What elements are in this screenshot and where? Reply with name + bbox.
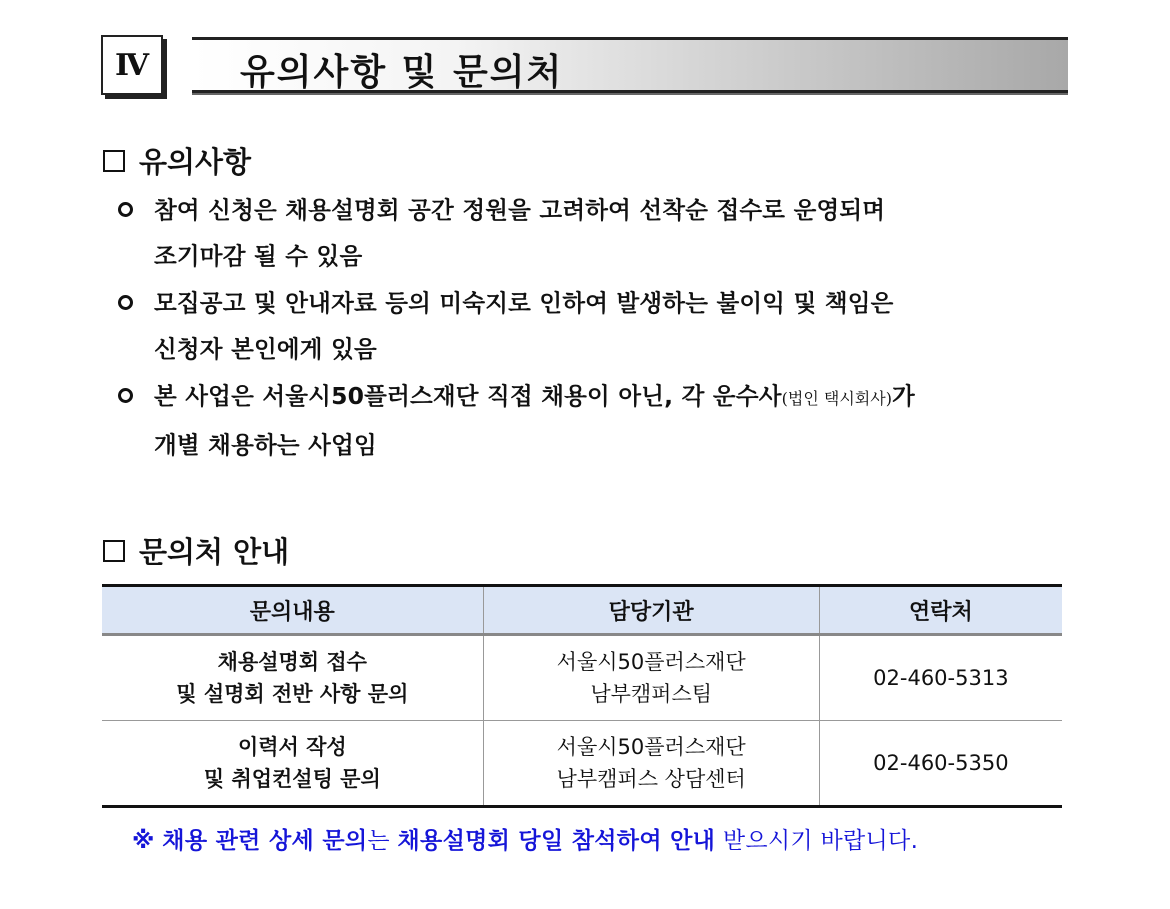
column-header: 담당기관 — [483, 586, 819, 635]
note-bullet-1 — [118, 187, 1078, 279]
table-row — [102, 635, 1062, 721]
org-cell — [483, 635, 819, 721]
note-line: 개별 채용하는 사업임 — [154, 431, 377, 459]
note-bullet-2 — [118, 280, 1078, 372]
note-line: 신청자 본인에게 있음 — [154, 335, 377, 363]
notes-heading-text: 유의사항 — [139, 145, 252, 179]
footnote-text: 는 — [367, 828, 390, 854]
org-line: 남부캠퍼스 상담센터 — [556, 767, 746, 791]
note-line — [118, 373, 1078, 422]
reference-mark-icon: ※ — [132, 828, 155, 854]
circle-bullet-icon — [118, 295, 133, 310]
table-row — [102, 721, 1062, 807]
section-number-box — [101, 35, 163, 95]
topic-line: 및 설명회 전반 사항 문의 — [176, 682, 409, 706]
topic-cell — [102, 635, 483, 721]
column-header: 문의내용 — [102, 586, 483, 635]
checkbox-icon — [103, 540, 125, 562]
circle-bullet-icon — [118, 388, 133, 403]
note-line: 조기마감 될 수 있음 — [154, 242, 363, 270]
topic-cell — [102, 721, 483, 807]
org-cell — [483, 721, 819, 807]
page-title: 유의사항 및 문의처 — [240, 52, 564, 93]
section-number: Ⅳ — [114, 47, 150, 83]
notes-heading — [103, 140, 251, 181]
topic-line: 이력서 작성 — [237, 735, 347, 759]
column-header: 연락처 — [819, 586, 1062, 635]
checkbox-icon — [103, 150, 125, 172]
phone-cell: 02-460-5350 — [819, 721, 1062, 807]
note-text: 가 — [891, 382, 915, 410]
footnote — [132, 822, 918, 855]
footnote-text: 받으시기 바랍니다. — [722, 828, 919, 854]
note-line: 참여 신청은 채용설명회 공간 정원을 고려하여 선착순 접수로 운영되며 — [154, 196, 886, 224]
note-bullet-3 — [118, 373, 1078, 468]
topic-line: 채용설명회 접수 — [217, 650, 367, 674]
contact-heading — [103, 530, 289, 571]
contact-heading-text: 문의처 안내 — [139, 535, 290, 569]
table-header-row — [102, 586, 1062, 635]
note-aside: (법인 택시회사) — [781, 389, 892, 408]
org-line: 서울시50플러스재단 — [556, 735, 746, 759]
note-text: 본 사업은 서울시50플러스재단 직접 채용이 아닌, 각 운수사 — [154, 382, 782, 410]
phone-cell: 02-460-5313 — [819, 635, 1062, 721]
contact-table — [102, 584, 1062, 808]
footnote-emphasis: 채용 관련 상세 문의 — [162, 828, 368, 854]
section-title-bar — [192, 37, 1068, 93]
footnote-emphasis: 채용설명회 당일 참석하여 안내 — [397, 828, 716, 854]
circle-bullet-icon — [118, 202, 133, 217]
org-line: 서울시50플러스재단 — [556, 650, 746, 674]
topic-line: 및 취업컨설팅 문의 — [203, 767, 381, 791]
note-line: 모집공고 및 안내자료 등의 미숙지로 인하여 발생하는 불이익 및 책임은 — [154, 289, 894, 317]
org-line: 남부캠퍼스팀 — [590, 682, 713, 706]
